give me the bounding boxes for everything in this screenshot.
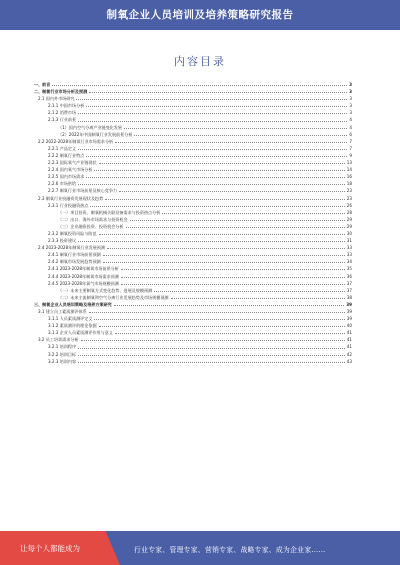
toc-entry-page: 3 bbox=[349, 110, 352, 116]
toc-entry-title: 2.4 2023-2028年制氧行业发展预测 bbox=[38, 245, 105, 251]
toc-entry-title: 2.3 制氧行业投融资发展现状及趋势 bbox=[38, 195, 104, 201]
toc-entry[interactable] bbox=[34, 195, 352, 202]
toc-leader-dots bbox=[103, 252, 345, 256]
toc-entry-page: 3 bbox=[349, 89, 352, 95]
toc-entry[interactable] bbox=[34, 131, 352, 138]
toc-entry-title: 2.2.4 国内氧气市场分析 bbox=[48, 167, 93, 173]
toc-leader-dots bbox=[86, 103, 347, 107]
toc-entry[interactable] bbox=[34, 145, 352, 152]
toc-entry-title: （一）未来主要制氧方式变化趋势、进展及规模预测 bbox=[58, 287, 153, 293]
toc-entry-page: 23 bbox=[346, 188, 352, 194]
toc-entry-page: 3 bbox=[349, 103, 352, 109]
toc-leader-dots bbox=[78, 110, 347, 114]
toc-entry-page: 41 bbox=[346, 330, 352, 336]
toc-entry-title: （二）未来主流制氧和空气分离行业发展趋势及市场规模预测 bbox=[58, 294, 169, 300]
toc-leader-dots bbox=[134, 132, 347, 136]
toc-entry-title: （一）项目投资、制氧机械关联设备需求与投资热点分析 bbox=[58, 209, 161, 215]
toc-entry-title: 3.2.2 培训目标 bbox=[48, 351, 77, 357]
toc-entry-title: 2.2.5 国内市场需求 bbox=[48, 174, 85, 180]
toc-entry-title: 3.1.1 人员素质测评定义 bbox=[48, 316, 93, 322]
toc-entry-page: 28 bbox=[346, 209, 352, 215]
toc-leader-dots bbox=[126, 224, 345, 228]
toc-entry[interactable] bbox=[34, 294, 352, 301]
footer-tagline: 行业专家、管理专家、营销专家、战略专家、成为企业家…… bbox=[134, 546, 326, 554]
toc-entry[interactable] bbox=[34, 251, 352, 258]
toc-leader-dots bbox=[107, 245, 345, 249]
toc-entry-title: （三）企业融资投资、投资机会分析 bbox=[58, 223, 124, 229]
toc-entry[interactable] bbox=[34, 187, 352, 194]
toc-entry-title: 3.2.3 培训内容 bbox=[48, 358, 77, 364]
toc-entry-page: 4 bbox=[349, 124, 352, 130]
toc-entry-page: 38 bbox=[346, 294, 352, 300]
toc-entry-page: 41 bbox=[346, 337, 352, 343]
toc-entry[interactable] bbox=[34, 308, 352, 315]
toc-entry-page: 37 bbox=[346, 280, 352, 286]
toc-entry-page: 43 bbox=[346, 358, 352, 364]
toc-leader-dots bbox=[94, 167, 344, 171]
toc-leader-dots bbox=[90, 203, 344, 207]
toc-entry[interactable] bbox=[34, 88, 352, 95]
toc-entry[interactable] bbox=[34, 81, 352, 88]
toc-leader-dots bbox=[81, 337, 345, 341]
toc-entry-page: 31 bbox=[346, 238, 352, 244]
toc-entry-page: 26 bbox=[346, 202, 352, 208]
toc-entry-page: 39 bbox=[346, 309, 352, 314]
toc-entry-page: 7 bbox=[349, 145, 352, 151]
toc-entry-title: 2.1.1 中国市场分析 bbox=[48, 103, 85, 109]
toc-leader-dots bbox=[162, 210, 344, 214]
toc-entry-page: 3 bbox=[349, 96, 352, 102]
toc-entry-page: 37 bbox=[346, 287, 352, 293]
toc-entry-page: 35 bbox=[346, 266, 352, 272]
toc-entry-page: 33 bbox=[346, 252, 352, 258]
toc-entry[interactable] bbox=[34, 116, 352, 123]
toc-entry-title: （2）2022年中国制氧行业发展前景分析 bbox=[58, 131, 133, 137]
toc-entry-page: 7 bbox=[349, 138, 352, 144]
toc-entry-title: 2.1.3 行业前景 bbox=[48, 117, 77, 123]
toc-entry-page: 39 bbox=[346, 316, 352, 322]
toc-entry-title: 2.1.2 消费市场 bbox=[48, 110, 77, 116]
toc-leader-dots bbox=[78, 146, 347, 150]
toc-entry-page: 29 bbox=[346, 216, 352, 222]
toc-entry-title: 2.2.6 市场供给 bbox=[48, 181, 77, 187]
toc-entry-title: 三、制氧企业人员培训策略及培养方案研究 bbox=[34, 301, 112, 307]
toc-entry-title: 2.3.3 投资建议 bbox=[48, 238, 77, 244]
toc-entry-page: 3 bbox=[349, 82, 352, 87]
toc-entry-page: 33 bbox=[346, 245, 352, 251]
toc-entry-title: 3.2.1 培训程序 bbox=[48, 344, 77, 350]
toc-entry-title: 3.2 员工培训需求分析 bbox=[38, 337, 79, 343]
toc-leader-dots bbox=[78, 345, 345, 349]
toc-leader-dots bbox=[121, 281, 345, 285]
toc-entry[interactable] bbox=[34, 343, 352, 350]
toc-leader-dots bbox=[76, 96, 347, 100]
toc-entry[interactable] bbox=[34, 124, 352, 131]
footer-slogan: 让每个人都能成为 bbox=[20, 544, 80, 553]
toc-heading: 内容目录 bbox=[174, 55, 226, 68]
toc-entry-title: 2.2.1 产品定义 bbox=[48, 145, 77, 151]
toc-entry-page: 36 bbox=[346, 273, 352, 279]
toc-leader-dots bbox=[105, 196, 345, 200]
toc-entry-title: 2.1 国内外市场研究 bbox=[38, 96, 75, 102]
toc-entry-title: 3.1 建立员工素质测评体系 bbox=[38, 309, 87, 314]
toc-entry[interactable] bbox=[34, 152, 352, 159]
toc-entry[interactable] bbox=[34, 336, 352, 343]
toc-leader-dots bbox=[94, 316, 344, 320]
toc-leader-dots bbox=[115, 139, 347, 143]
toc-entry-page: 16 bbox=[346, 174, 352, 180]
toc-entry[interactable] bbox=[34, 180, 352, 187]
toc-entry[interactable] bbox=[34, 329, 352, 336]
toc-leader-dots bbox=[103, 259, 345, 263]
toc-entry-title: （二）出口、海外市场需求与投资机会 bbox=[58, 216, 128, 222]
toc-leader-dots bbox=[171, 295, 345, 299]
toc-entry-title: （1）国内空气分离产业链变化发展 bbox=[58, 124, 123, 130]
toc-leader-dots bbox=[52, 82, 347, 86]
header-bar bbox=[0, 0, 400, 30]
toc-entry-title: 3.1.3 企业人员素质测评作用与意义 bbox=[48, 330, 113, 336]
toc-entry-title: 2.4.2 制氧市场发展趋势预测 bbox=[48, 259, 101, 265]
toc-entry[interactable] bbox=[34, 322, 352, 329]
toc-entry[interactable] bbox=[34, 138, 352, 145]
toc-entry-page: 9 bbox=[349, 152, 352, 158]
toc-entry-page: 29 bbox=[346, 223, 352, 229]
toc-leader-dots bbox=[78, 352, 345, 356]
toc-leader-dots bbox=[78, 118, 347, 122]
toc-entry[interactable] bbox=[34, 173, 352, 180]
toc-entry[interactable] bbox=[34, 258, 352, 265]
toc-entry-page: 18 bbox=[346, 181, 352, 187]
toc-entry-page: 30 bbox=[346, 230, 352, 236]
toc-entry-title: 2.2 2022-2028年制氧行业市场需求分析 bbox=[38, 138, 114, 144]
toc-entry-title: 2.4.1 制氧行业市场前景预测 bbox=[48, 252, 101, 258]
toc-entry[interactable] bbox=[34, 265, 352, 272]
toc-entry[interactable] bbox=[34, 301, 352, 308]
toc-leader-dots bbox=[78, 181, 345, 185]
toc-entry-title: 3.1.2 素质测评的理论依据 bbox=[48, 323, 97, 329]
toc-leader-dots bbox=[124, 125, 347, 129]
toc-entry[interactable] bbox=[34, 109, 352, 116]
table-of-contents bbox=[34, 81, 352, 365]
toc-leader-dots bbox=[89, 89, 347, 93]
toc-leader-dots bbox=[99, 160, 345, 164]
toc-entry-page: 42 bbox=[346, 351, 352, 357]
toc-entry-title: 2.3.1 行业投融资热点 bbox=[48, 202, 89, 208]
toc-entry-title: 2.4.3 2023-2028年制氧市场前景分析 bbox=[48, 266, 119, 272]
toc-entry[interactable] bbox=[34, 358, 352, 365]
toc-leader-dots bbox=[86, 174, 345, 178]
toc-entry-page: 4 bbox=[349, 117, 352, 123]
toc-entry-page: 13 bbox=[346, 160, 352, 166]
toc-entry-title: 2.2.3 国际氧气产业链现状 bbox=[48, 160, 97, 166]
toc-entry[interactable] bbox=[34, 315, 352, 322]
toc-leader-dots bbox=[119, 188, 345, 192]
toc-leader-dots bbox=[114, 302, 345, 306]
toc-leader-dots bbox=[115, 330, 345, 334]
toc-entry-title: 2.4.5 2023-2028年氧气市场规模预测 bbox=[48, 280, 119, 286]
toc-leader-dots bbox=[99, 231, 345, 235]
footer-bar bbox=[0, 531, 400, 565]
toc-entry[interactable] bbox=[34, 273, 352, 280]
toc-entry[interactable] bbox=[34, 209, 352, 216]
toc-entry[interactable] bbox=[34, 166, 352, 173]
toc-entry-page: 6 bbox=[349, 131, 352, 137]
toc-entry[interactable] bbox=[34, 102, 352, 109]
toc-entry[interactable] bbox=[34, 287, 352, 294]
toc-entry[interactable] bbox=[34, 351, 352, 358]
toc-entry[interactable] bbox=[34, 244, 352, 251]
toc-entry-title: 二、制氧行业市场分析及预测 bbox=[34, 89, 88, 95]
toc-leader-dots bbox=[130, 217, 345, 221]
toc-entry-title: 2.2.7 制氧行业市场前景及核心竞争力 bbox=[48, 188, 118, 194]
toc-entry-page: 39 bbox=[346, 301, 352, 307]
toc-entry-title: 一、前言 bbox=[34, 82, 51, 87]
toc-entry-title: 2.3.2 制氧投资风险与防范 bbox=[48, 230, 97, 236]
toc-entry[interactable] bbox=[34, 95, 352, 102]
toc-entry[interactable] bbox=[34, 237, 352, 244]
toc-entry[interactable] bbox=[34, 202, 352, 209]
toc-leader-dots bbox=[154, 288, 345, 292]
toc-leader-dots bbox=[78, 359, 345, 363]
toc-entry-page: 41 bbox=[346, 344, 352, 350]
toc-leader-dots bbox=[121, 274, 345, 278]
report-title: 制氧企业人员培训及培养策略研究报告 bbox=[106, 9, 294, 21]
toc-leader-dots bbox=[86, 153, 347, 157]
toc-entry-page: 14 bbox=[346, 167, 352, 173]
toc-entry[interactable] bbox=[34, 230, 352, 237]
toc-leader-dots bbox=[78, 238, 345, 242]
toc-entry-title: 2.4.4 2023-2028年制氧市场需求预测 bbox=[48, 273, 119, 279]
toc-leader-dots bbox=[89, 309, 345, 313]
toc-entry-title: 2.2.2 制氧行业特点 bbox=[48, 152, 85, 158]
toc-entry-page: 40 bbox=[346, 323, 352, 329]
toc-leader-dots bbox=[121, 266, 345, 270]
toc-leader-dots bbox=[99, 323, 345, 327]
toc-entry[interactable] bbox=[34, 159, 352, 166]
toc-entry[interactable] bbox=[34, 280, 352, 287]
toc-entry[interactable] bbox=[34, 223, 352, 230]
toc-entry-page: 23 bbox=[346, 195, 352, 201]
toc-entry[interactable] bbox=[34, 216, 352, 223]
toc-entry-page: 34 bbox=[346, 259, 352, 265]
